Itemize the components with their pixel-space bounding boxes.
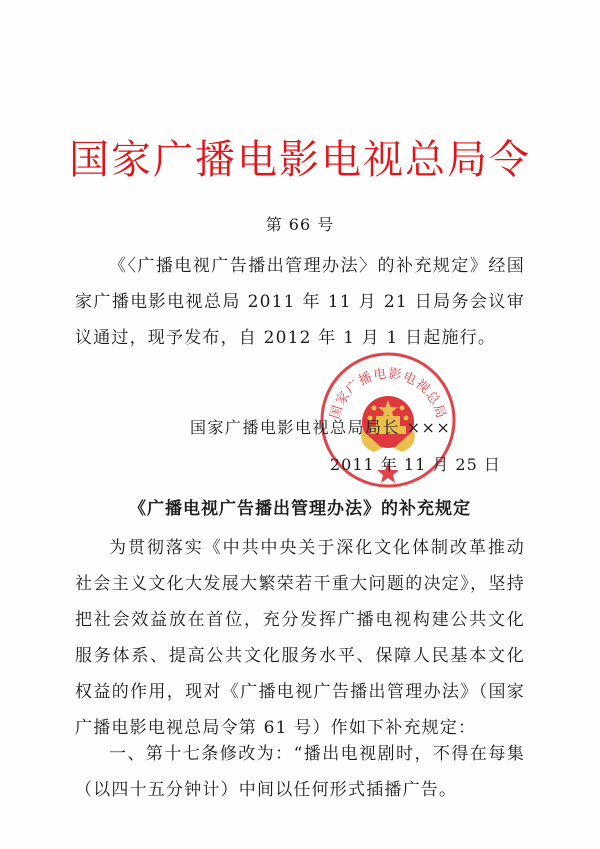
intro-paragraph: 为贯彻落实《中共中央关于深化文化体制改革推动社会主义文化大发展大繁荣若干重大问题的决定》，坚持把社会效益放在首位，充分发挥广播电视构建公共文化服务体系、提高公共文化服务水平、保障人民基本文化权益的作用，现对《广播电视广告播出管理办法》（国家广播电影电视总局令第 61 号）作如下补充规定： <box>75 538 525 738</box>
article-1-paragraph: 一、第十七条修改为：“播出电视剧时，不得在每集（以四十五分钟计）中间以任何形式插播广告。 <box>75 744 525 800</box>
decree-header-title: 国家广播电影电视总局令 <box>69 137 531 183</box>
signature-line: 国家广播电影电视总局局长 ××× <box>190 418 452 437</box>
announcement-paragraph: 《〈广播电视广告播出管理办法〉的补充规定》经国家广播电影电视总局 2011 年 11 月 21 日局务会议审议通过，现予发布，自 2012 年 1 月 1 日起施行。 <box>75 256 525 348</box>
document-title: 《广播电视广告播出管理办法》的补充规定 <box>129 499 471 519</box>
seal-ring-text: 国家广播电影电视总局 <box>327 366 449 421</box>
order-number: 第 66 号 <box>265 215 335 234</box>
signature-date: 2011 年 11 月 25 日 <box>330 455 501 474</box>
